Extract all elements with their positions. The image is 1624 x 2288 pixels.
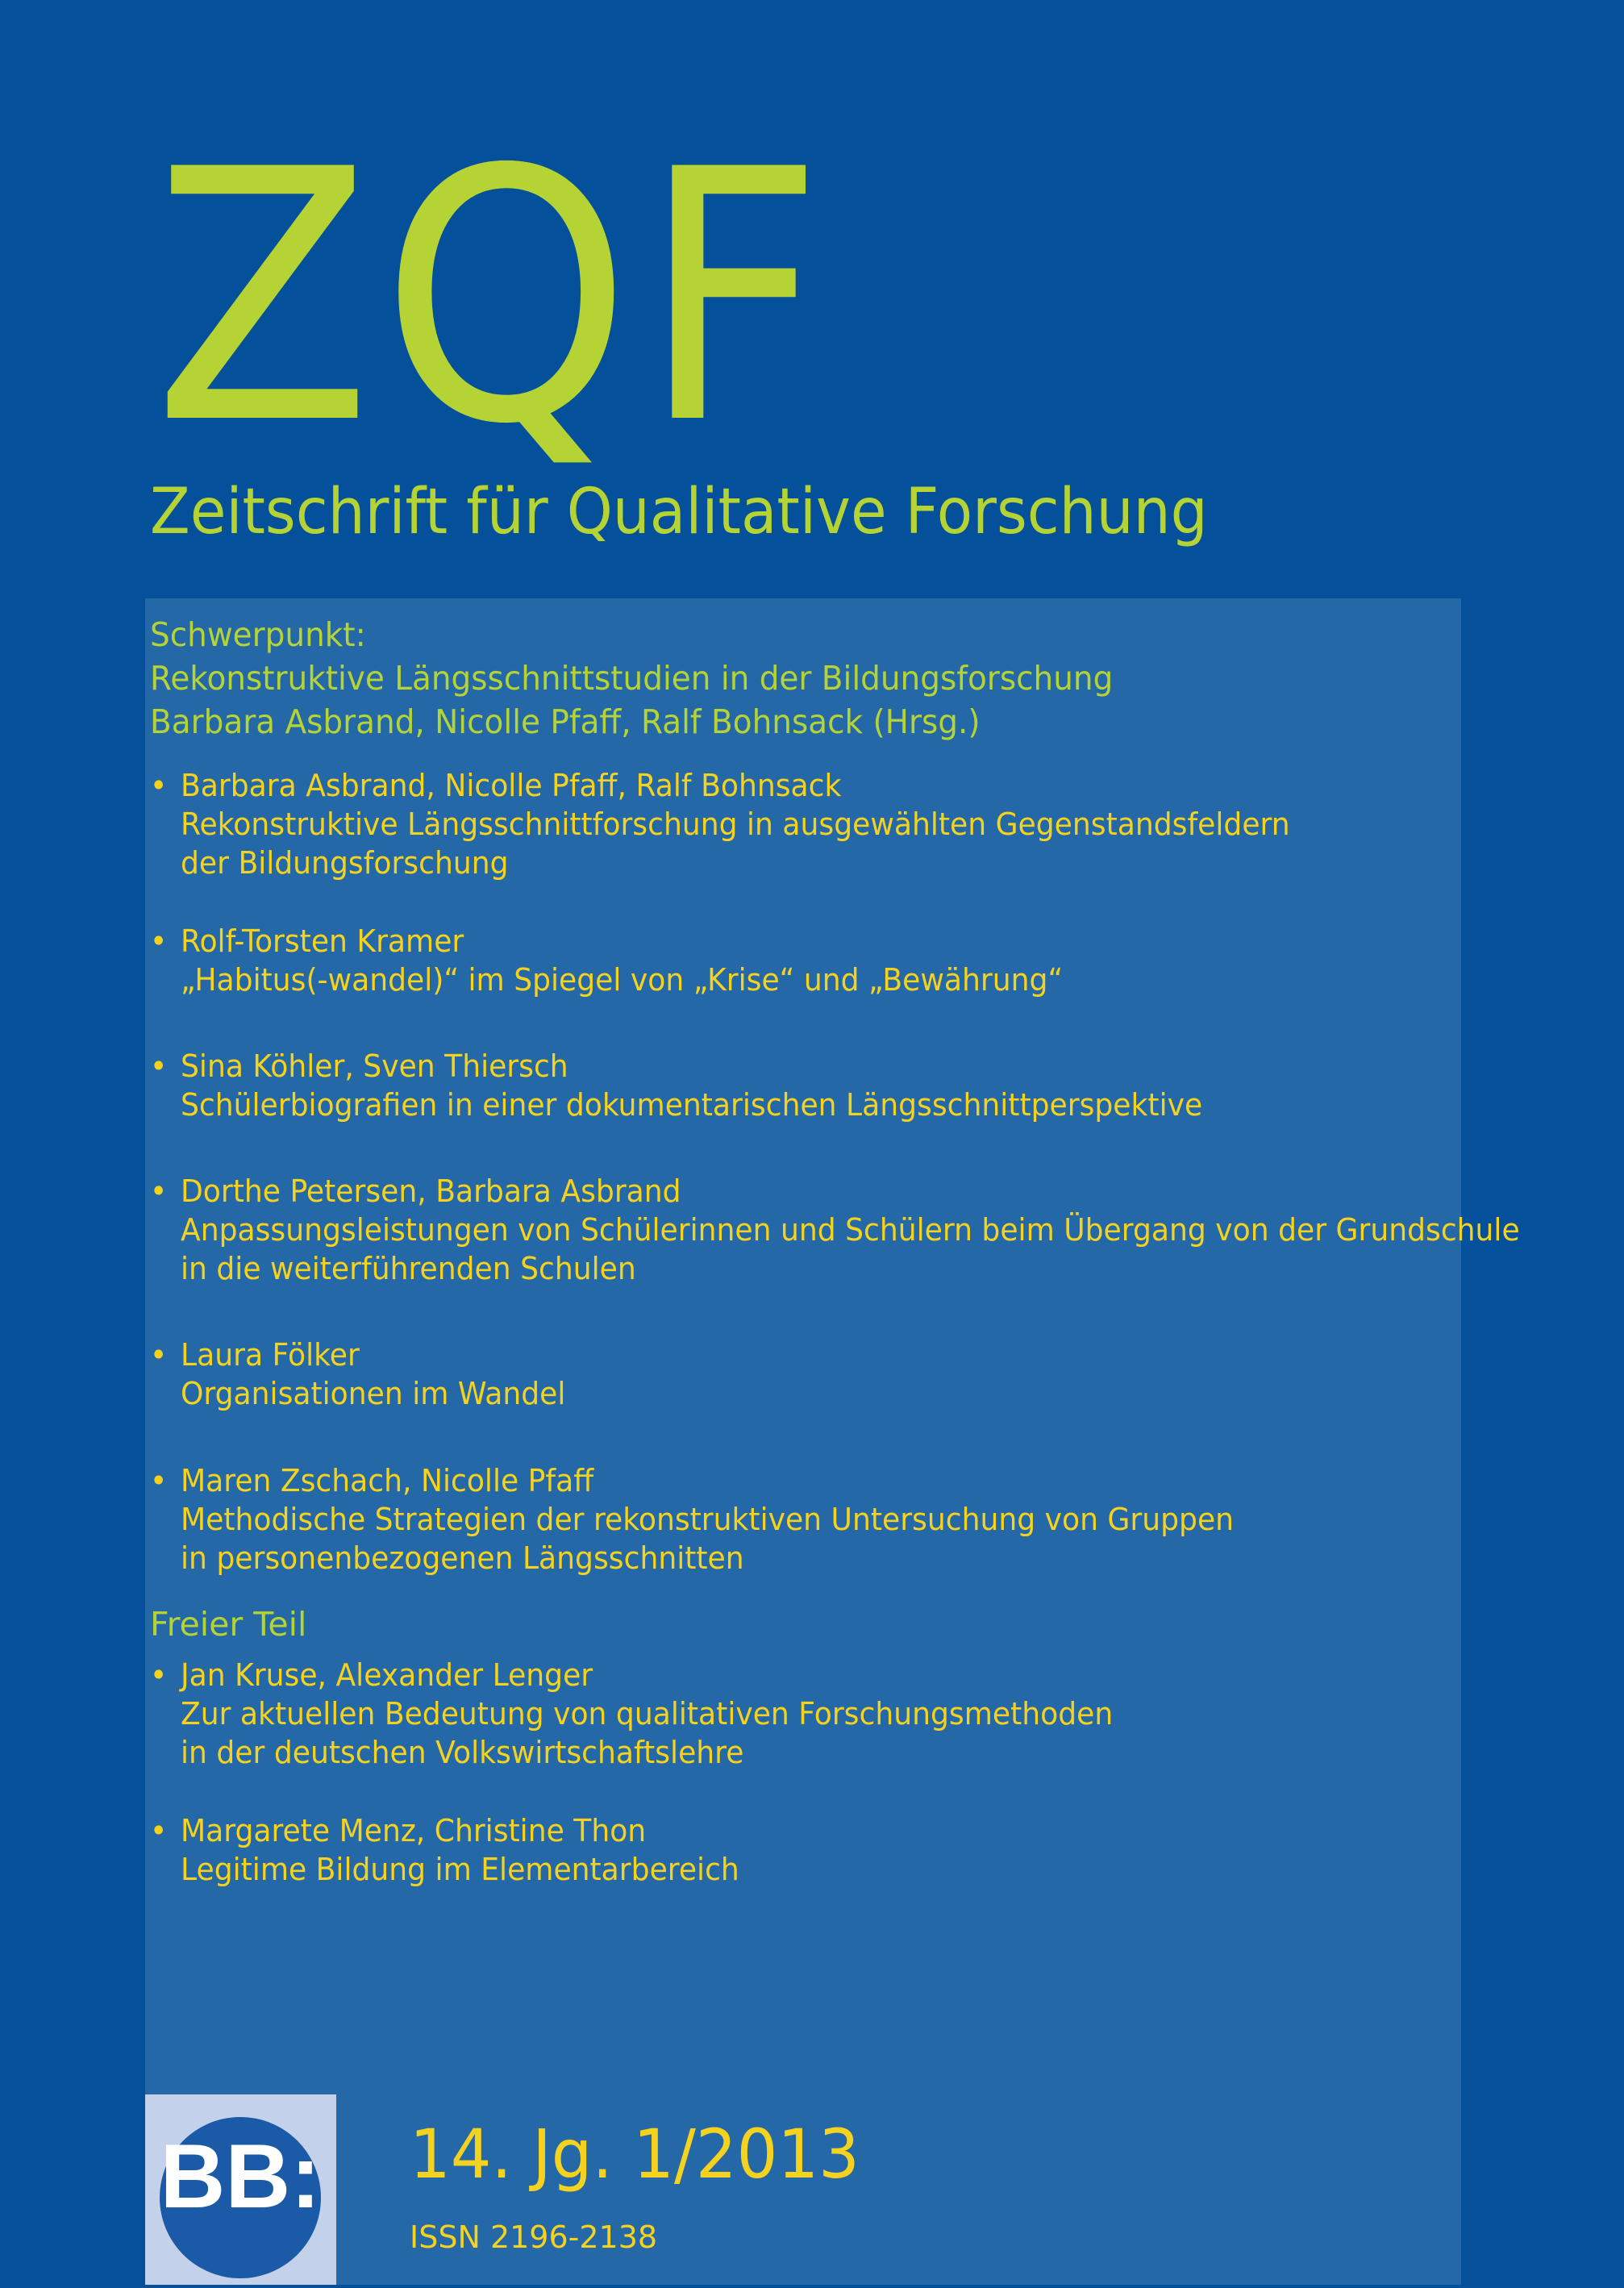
bullet-icon: •: [150, 1813, 168, 1848]
bullet-icon: •: [150, 1173, 168, 1209]
bullet-icon: •: [150, 923, 168, 959]
article-item: [150, 922, 1063, 999]
bullet-icon: •: [150, 1337, 168, 1373]
bullet-icon: •: [150, 1048, 168, 1084]
article-title-line: in der deutschen Volkswirtschaftslehre: [181, 1735, 744, 1770]
article-item: [150, 1336, 565, 1413]
issue-volume: 14. Jg. 1/2013: [410, 2115, 860, 2194]
journal-title: Zeitschrift für Qualitative Forschung: [150, 476, 1208, 548]
article-authors: Sina Köhler, Sven Thiersch: [181, 1048, 568, 1084]
article-authors: Jan Kruse, Alexander Lenger: [181, 1657, 593, 1693]
article-title-line: in die weiterführenden Schulen: [181, 1251, 636, 1286]
publisher-logo: [145, 2094, 336, 2285]
focus-label: Schwerpunkt:: [150, 615, 366, 654]
article-item: [150, 1656, 1113, 1772]
journal-logo: ZQF: [153, 97, 834, 500]
focus-editors: Barbara Asbrand, Nicolle Pfaff, Ralf Bohnsack (Hrsg.): [150, 702, 981, 741]
article-authors: Maren Zschach, Nicolle Pfaff: [181, 1463, 594, 1498]
article-title-line: Zur aktuellen Bedeutung von qualitativen Forschungsmethoden: [181, 1696, 1114, 1732]
bullet-icon: •: [150, 768, 168, 803]
article-title-line: Rekonstruktive Längsschnittforschung in ausgewählten Gegenstandsfeldern: [181, 806, 1290, 842]
article-authors: Barbara Asbrand, Nicolle Pfaff, Ralf Bohnsack: [181, 768, 842, 803]
free-section-label: Freier Teil: [150, 1605, 307, 1644]
article-item: [150, 1172, 1520, 1288]
article-authors: Laura Fölker: [181, 1337, 360, 1373]
article-title-line: Schülerbiografien in einer dokumentarischen Längsschnittperspektive: [181, 1087, 1203, 1123]
article-title-line: der Bildungsforschung: [181, 845, 509, 881]
article-title-line: Methodische Strategien der rekonstruktiven Untersuchung von Gruppen: [181, 1502, 1235, 1537]
issn: ISSN 2196-2138: [410, 2219, 658, 2255]
article-title-line: Legitime Bildung im Elementarbereich: [181, 1852, 739, 1887]
article-item: [150, 1811, 739, 1889]
focus-theme: Rekonstruktive Längsschnittstudien in der Bildungsforschung: [150, 659, 1114, 698]
article-title-line: in personenbezogenen Längsschnitten: [181, 1540, 744, 1576]
article-item: [150, 1461, 1234, 1577]
bullet-icon: •: [150, 1657, 168, 1693]
bullet-icon: •: [150, 1463, 168, 1498]
article-title-line: „Habitus(-wandel)“ im Spiegel von „Krise“ und „Bewährung“: [181, 962, 1064, 998]
article-authors: Margarete Menz, Christine Thon: [181, 1813, 647, 1848]
article-authors: Rolf-Torsten Kramer: [181, 923, 464, 959]
budrich-publisher-logo-icon: [145, 2094, 336, 2285]
article-item: [150, 1047, 1202, 1124]
article-authors: Dorthe Petersen, Barbara Asbrand: [181, 1173, 681, 1209]
focus-section: [150, 613, 1113, 744]
article-item: [150, 766, 1290, 882]
publisher-logo-letters: BB:: [160, 2126, 321, 2227]
article-title-line: Organisationen im Wandel: [181, 1376, 566, 1411]
article-title-line: Anpassungsleistungen von Schülerinnen und Schülern beim Übergang von der Grundschule: [181, 1212, 1520, 1248]
